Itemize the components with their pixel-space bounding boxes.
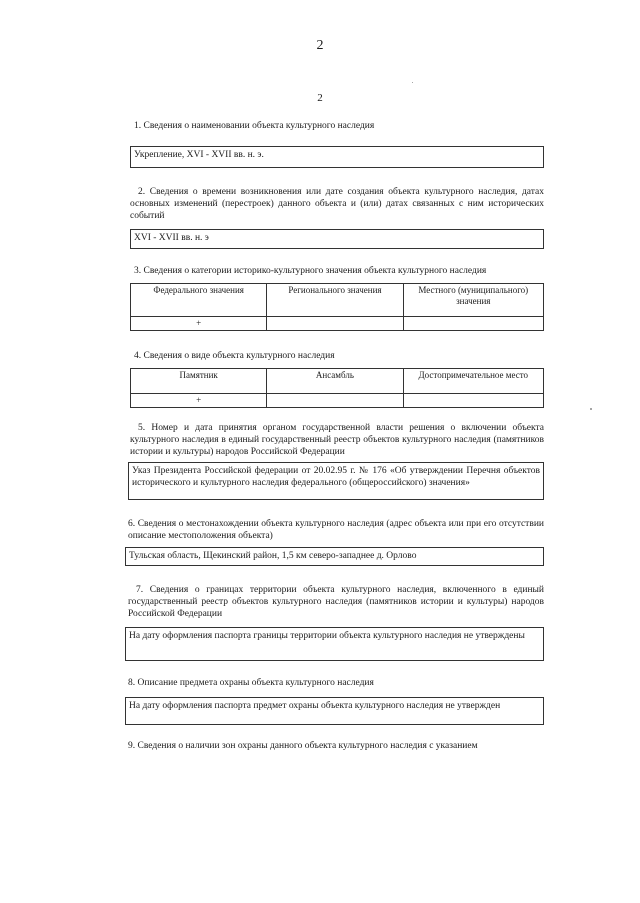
category-mark-regional [267, 317, 403, 331]
section-6-title: 6. Сведения о местонахождении объекта культурного наследия (адрес объекта или при его отсутствии описание местоположения объекта) [128, 519, 544, 541]
page-number-inner: 2 [317, 92, 323, 104]
section-4-title: 4. Сведения о виде объекта культурного наследия [134, 351, 335, 361]
page-number: 2 [316, 38, 324, 53]
scan-speck [412, 82, 413, 83]
type-mark-ensemble [267, 394, 403, 408]
type-mark-landmark [403, 394, 543, 408]
type-header-landmark: Достопримечательное место [403, 369, 543, 394]
section-2-title: 2. Сведения о времени возникновения или дате создания объекта культурного наследия, датах основных изменений (перестроек) данного объекта и (или) датах связанных с ним исторических событий [130, 187, 544, 221]
type-header-monument: Памятник [131, 369, 267, 394]
section-6-value: Тульская область, Щекинский район, 1,5 км северо-западнее д. Орлово [125, 547, 544, 566]
category-header-federal: Федерального значения [131, 284, 267, 317]
category-table [130, 283, 544, 331]
section-5-value: Указ Президента Российской федерации от 20.02.95 г. № 176 «Об утверждении Перечня объектов исторического и культурного наследия федерального (общероссийского) значения» [128, 462, 544, 500]
section-2-value: XVI - XVII вв. н. э [130, 229, 544, 249]
type-mark-monument: + [131, 394, 267, 408]
category-mark-federal: + [131, 317, 267, 331]
section-5-title: 5. Номер и дата принятия органом государственной власти решения о включении объекта культурного наследия в единый государственный реестр объектов культурного наследия (памятников истории и культуры) народов Российской Федерации [130, 423, 544, 457]
category-header-local: Местного (муниципального) значения [403, 284, 543, 317]
section-1-value: Укрепление, XVI - XVII вв. н. э. [130, 146, 544, 168]
section-8-value: На дату оформления паспорта предмет охраны объекта культурного наследия не утвержден [125, 697, 544, 725]
type-table [130, 368, 544, 408]
category-header-regional: Регионального значения [267, 284, 403, 317]
section-7-value: На дату оформления паспорта границы территории объекта культурного наследия не утверждены [125, 627, 544, 661]
section-8-title: 8. Описание предмета охраны объекта культурного наследия [128, 678, 374, 688]
category-mark-local [403, 317, 543, 331]
section-7-title: 7. Сведения о границах территории объекта культурного наследия, включенного в единый государственный реестр объектов культурного наследия (памятников истории и культуры) народов Российской Федерации [128, 585, 544, 619]
section-3-title: 3. Сведения о категории историко-культурного значения объекта культурного наследия [134, 266, 487, 276]
section-9-title: 9. Сведения о наличии зон охраны данного объекта культурного наследия с указанием [128, 741, 478, 751]
scan-speck [590, 408, 592, 410]
type-header-ensemble: Ансамбль [267, 369, 403, 394]
section-1-title: 1. Сведения о наименовании объекта культурного наследия [134, 121, 375, 131]
